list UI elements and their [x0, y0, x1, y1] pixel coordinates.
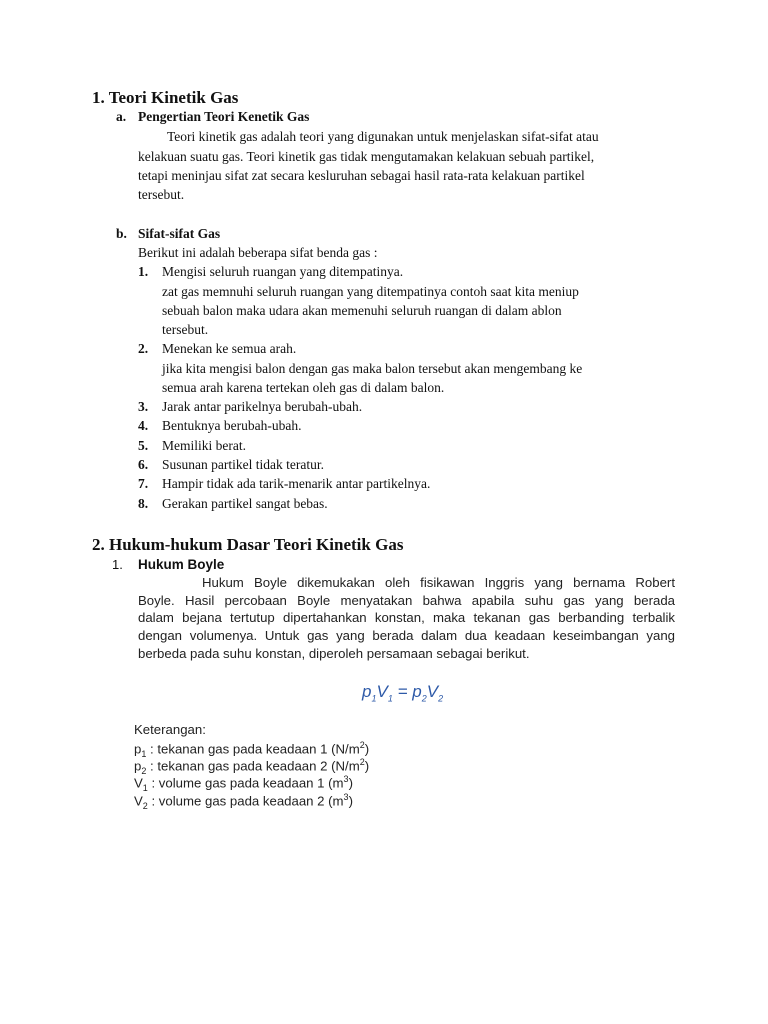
- list-text: Hampir tidak ada tarik-menarik antar partikelnya.: [162, 476, 431, 491]
- list-item: [138, 457, 324, 473]
- boyle-heading: Hukum Boyle: [138, 557, 225, 572]
- list-detail-line: zat gas memnuhi seluruh ruangan yang ditempatinya contoh saat kita meniup: [162, 284, 579, 299]
- paragraph-line: kelakuan suatu gas. Teori kinetik gas tidak mengutamakan kelakuan sebuah partikel,: [138, 149, 595, 164]
- paragraph-line: Hukum Boyle dikemukakan oleh fisikawan Inggris yang bernama Robert: [202, 575, 675, 590]
- list-text: Bentuknya berubah-ubah.: [162, 418, 302, 433]
- list-item: [138, 476, 430, 492]
- subsection-a-marker: a.: [116, 109, 127, 124]
- section-1-title: 1. Teori Kinetik Gas: [92, 88, 239, 107]
- list-number: 4.: [138, 418, 149, 433]
- paragraph-line: dengan volumenya. Untuk gas yang berada dalam dua keadaan keseimbangan yang: [138, 628, 675, 643]
- subsection-b-marker: b.: [116, 226, 127, 241]
- list-text: Jarak antar parikelnya berubah-ubah.: [162, 399, 363, 414]
- paragraph-line: Boyle. Hasil percobaan Boyle menyatakan bahwa apabila suhu gas yang berada: [138, 593, 675, 608]
- list-number: 7.: [138, 476, 149, 491]
- boyle-formula: $p_1V_1 = p_2V_2$: [362, 682, 444, 704]
- list-number: 6.: [138, 457, 149, 472]
- list-detail-line: semua arah karena tertekan oleh gas di dalam balon.: [162, 380, 445, 395]
- paragraph-line: berbeda pada suhu konstan, diperoleh persamaan sebagai berikut.: [138, 646, 530, 661]
- list-number: 8.: [138, 496, 149, 511]
- list-number: 1.: [138, 264, 149, 279]
- paragraph-line: tetapi meninjau sifat zat secara kesluruhan sebagai hasil rata-rata kelakuan partikel: [138, 168, 585, 183]
- list-detail-line: sebuah balon maka udara akan memenuhi seluruh ruangan di dalam ablon: [162, 303, 562, 318]
- list-number: 2.: [138, 341, 149, 356]
- list-item: [138, 399, 362, 415]
- legend-item: $V_1$ : volume gas pada keadaan 1 $(m^3)$: [134, 774, 353, 794]
- list-intro: Berikut ini adalah beberapa sifat benda gas :: [138, 245, 378, 260]
- paragraph-line: dalam bejana tertutup dipertahankan konstan, maka tekanan gas berbanding terbalik: [138, 610, 675, 625]
- boyle-marker: 1.: [112, 557, 123, 572]
- list-text: Mengisi seluruh ruangan yang ditempatinya.: [162, 264, 404, 279]
- subsection-b-heading: Sifat-sifat Gas: [138, 226, 221, 241]
- paragraph-line: Teori kinetik gas adalah teori yang digunakan untuk menjelaskan sifat-sifat atau: [167, 129, 599, 144]
- legend-item: $p_1$ : tekanan gas pada keadaan 1 $(N/m^2)$: [134, 740, 370, 760]
- list-text: Menekan ke semua arah.: [162, 341, 297, 356]
- list-number: 3.: [138, 399, 149, 414]
- keterangan-label: Keterangan:: [134, 722, 206, 737]
- paragraph-line: tersebut.: [138, 187, 185, 202]
- list-item: [138, 341, 296, 357]
- list-item: [138, 438, 246, 454]
- legend-item: $V_2$ : volume gas pada keadaan 2 $(m^3)$: [134, 792, 353, 812]
- list-text: Memiliki berat.: [162, 438, 246, 453]
- list-number: 5.: [138, 438, 149, 453]
- list-item: [138, 418, 301, 434]
- legend-item: $p_2$ : tekanan gas pada keadaan 2 $(N/m^2)$: [134, 757, 370, 777]
- list-item: [138, 264, 403, 280]
- section-2-title: 2. Hukum-hukum Dasar Teori Kinetik Gas: [92, 535, 404, 554]
- subsection-a-heading: Pengertian Teori Kenetik Gas: [138, 109, 310, 124]
- list-text: Gerakan partikel sangat bebas.: [162, 496, 328, 511]
- list-detail-line: tersebut.: [162, 322, 209, 337]
- list-text: Susunan partikel tidak teratur.: [162, 457, 324, 472]
- list-detail-line: jika kita mengisi balon dengan gas maka balon tersebut akan mengembang ke: [162, 361, 583, 376]
- list-item: [138, 496, 328, 512]
